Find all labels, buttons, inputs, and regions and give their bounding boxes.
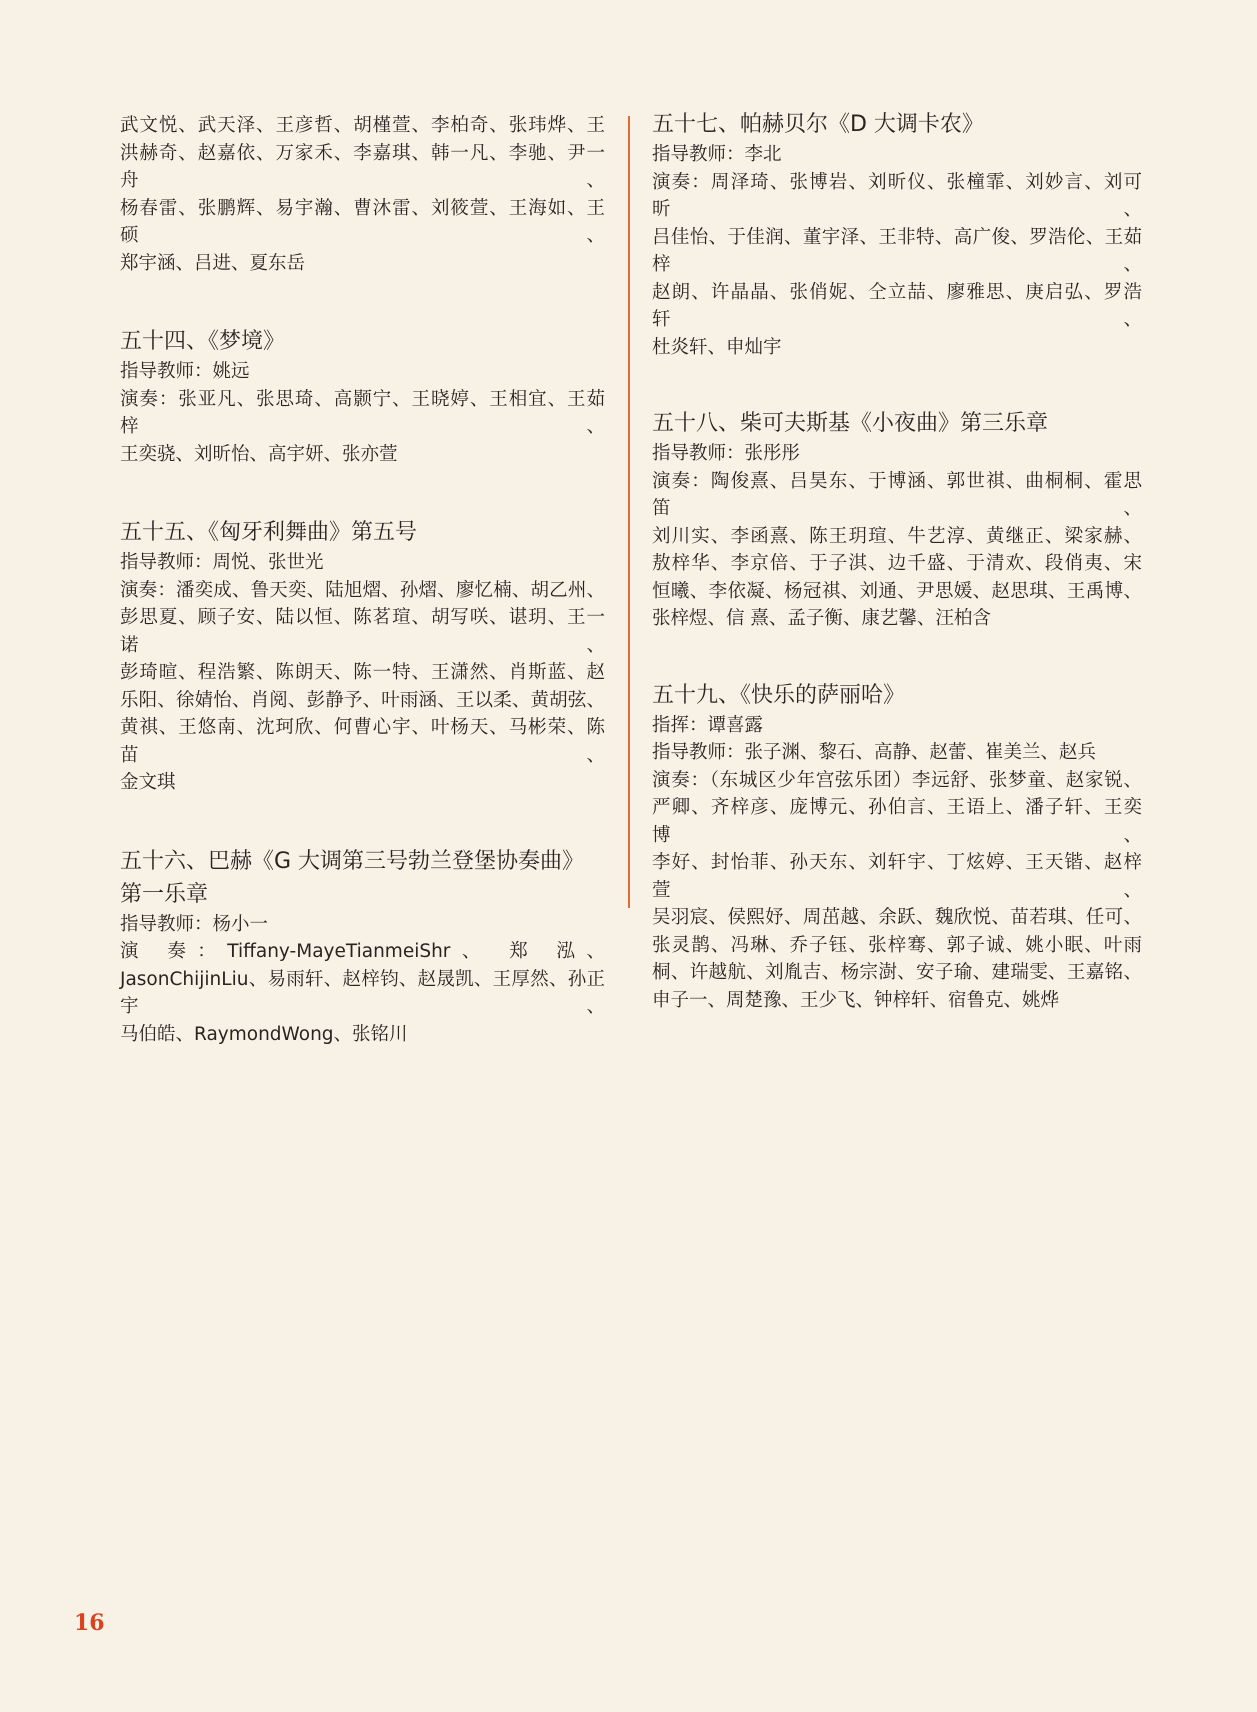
intro-line: 武文悦、武天泽、王彦哲、胡槿萱、李柏奇、张玮烨、王: [120, 115, 605, 136]
performer-line: 恒曦、李依凝、杨冠祺、刘通、尹思媛、赵思琪、王禹博、: [652, 580, 1142, 602]
performer-line: 彭思夏、顾子安、陆以恒、陈茗瑄、胡写咲、谌玥、王一诺、: [120, 607, 605, 656]
performer-line: 申子一、周楚豫、王少飞、钟梓轩、宿鲁克、姚烨: [652, 989, 1060, 1011]
performer-line: 李好、封怡菲、孙天东、刘轩宇、丁炫婷、王天锴、赵梓萱、: [652, 852, 1142, 901]
right-column: [652, 112, 1142, 1014]
performer-line: 马伯皓、RaymondWong、张铭川: [120, 1023, 408, 1045]
performer-line: 演奏：周泽琦、张博岩、刘昕仪、张橦霏、刘妙言、刘可昕、: [652, 171, 1142, 220]
page-number: 16: [74, 1610, 105, 1636]
section-57: [652, 108, 1142, 361]
intro-list: [120, 112, 605, 277]
performer-line: 张梓煜、信 熹、孟子衡、康艺馨、汪柏含: [652, 608, 991, 629]
performer-line: 金文琪: [120, 772, 176, 793]
teacher-line: 指导教师：张彤彤: [652, 443, 801, 464]
section-54: [120, 325, 605, 468]
performer-line: 乐阳、徐婧怡、肖阅、彭静予、叶雨涵、王以柔、黄胡弦、: [120, 689, 605, 711]
intro-line: 洪赫奇、赵嘉依、万家禾、李嘉琪、韩一凡、李驰、尹一舟、: [120, 142, 605, 191]
teacher-line: 指导教师：杨小一: [120, 913, 269, 935]
section-title: 五十六、巴赫《G 大调第三号勃兰登堡协奏曲》第一乐章: [120, 848, 585, 907]
performer-line: 张灵鹊、冯琳、乔子钰、张梓骞、郭子诚、姚小眠、叶雨: [652, 934, 1142, 956]
section-title: 五十四、《梦境》: [120, 329, 286, 354]
section-58: [652, 407, 1142, 633]
section-title: 五十七、帕赫贝尔《D 大调卡农》: [652, 112, 984, 137]
conductor-line: 指挥：谭喜露: [652, 714, 764, 736]
performer-line: 敖梓华、李京倍、于子淇、边千盛、于清欢、段俏夷、宋: [652, 553, 1142, 574]
section-56: [120, 845, 605, 1049]
intro-line: 郑宇涵、吕进、夏东岳: [120, 252, 306, 274]
teacher-line: 指导教师：姚远: [120, 361, 250, 382]
performer-line: 吴羽宸、侯熙妤、周茁越、余跃、魏欣悦、苗若琪、任可、: [652, 907, 1142, 928]
performer-line: 演奏：（东城区少年宫弦乐团）李远舒、张梦童、赵家锐、: [652, 769, 1142, 791]
performer-line: 演奏：张亚凡、张思琦、高颢宁、王晓婷、王相宜、王茹梓、: [120, 388, 605, 437]
column-divider: [628, 116, 630, 908]
left-column: [120, 112, 605, 1048]
performer-line: 演奏：潘奕成、鲁天奕、陆旭熠、孙熠、廖忆楠、胡乙州、: [120, 579, 605, 601]
performer-line: 杜炎轩、申灿宇: [652, 336, 782, 358]
teacher-line: 指导教师：周悦、张世光: [120, 552, 324, 573]
performer-line: 刘川实、李函熹、陈王玥瑄、牛艺淳、黄继正、梁家赫、: [652, 525, 1142, 547]
section-title: 五十八、柴可夫斯基《小夜曲》第三乐章: [652, 411, 1049, 436]
performer-line: 演奏：陶俊熹、吕昊东、于博涵、郭世祺、曲桐桐、霍思笛、: [652, 470, 1142, 519]
performer-line: JasonChijinLiu、易雨轩、赵梓钧、赵晟凯、王厚然、孙正宇、: [120, 968, 605, 1017]
performer-line: 演 奏：Tiffany-MayeTianmeiShr、 郑 泓、: [120, 941, 605, 962]
performer-line: 黄祺、王悠南、沈珂欣、何曹心宇、叶杨天、马彬荣、陈苗、: [120, 717, 605, 766]
section-55: [120, 516, 605, 797]
performer-line: 严卿、齐梓彦、庞博元、孙伯言、王语上、潘子轩、王奕博、: [652, 797, 1142, 846]
performer-line: 彭琦暄、程浩繁、陈朗天、陈一特、王潇然、肖斯蓝、赵: [120, 662, 605, 683]
performer-line: 桐、许越航、刘胤吉、杨宗澍、安子瑜、建瑞雯、王嘉铭、: [652, 962, 1142, 983]
teacher-line: 指导教师：张子渊、黎石、高静、赵蕾、崔美兰、赵兵: [652, 742, 1097, 763]
performer-line: 王奕骁、刘昕怡、高宇妍、张亦萱: [120, 443, 398, 465]
teacher-line: 指导教师：李北: [652, 144, 782, 165]
intro-line: 杨春雷、张鹏辉、易宇瀚、曹沐雷、刘筱萱、王海如、王硕、: [120, 197, 605, 246]
section-59: [652, 679, 1142, 1015]
section-title: 五十五、《匈牙利舞曲》第五号: [120, 520, 418, 545]
section-title: 五十九、《快乐的萨丽哈》: [652, 682, 906, 708]
performer-line: 赵朗、许晶晶、张俏妮、仝立喆、廖雅思、庚启弘、罗浩轩、: [652, 281, 1142, 330]
performer-line: 吕佳怡、于佳润、董宇泽、王非特、高广俊、罗浩伦、王茹梓、: [652, 226, 1142, 275]
